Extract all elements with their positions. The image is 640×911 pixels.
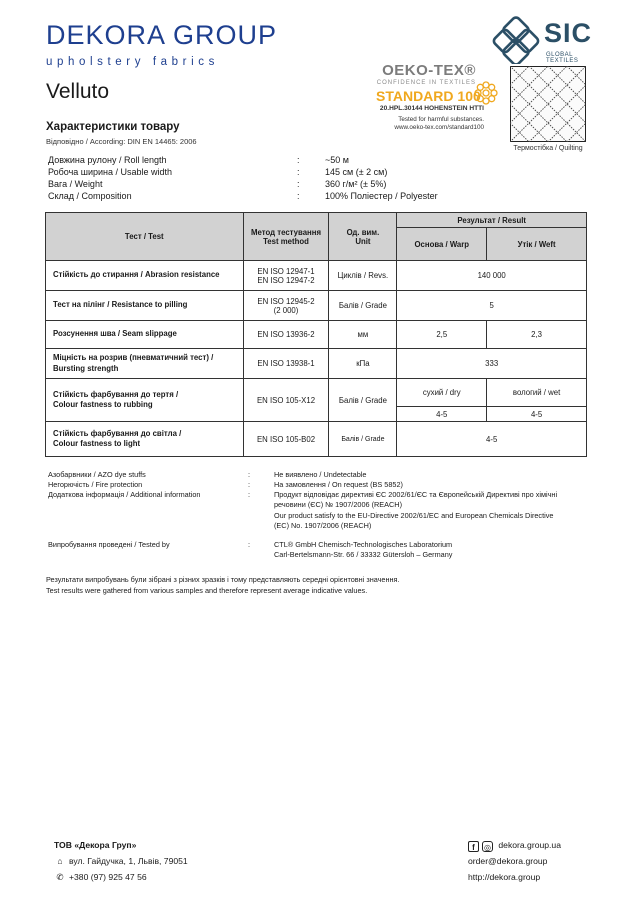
info-value-line: CTL® GmbH Chemisch-Technologisches Laboratorium [274, 540, 453, 549]
info-value-line: Our product satisfy to the EU-Directive 2002/61/EC and European Chemicals Directive [274, 510, 554, 520]
header-unit-ua: Од. вим. [346, 227, 380, 237]
test-result: 140 000 [397, 261, 587, 291]
brand-logo [46, 22, 277, 68]
footer-website[interactable]: http://dekora.group [468, 871, 541, 882]
test-method: EN ISO 13938-1 [243, 349, 329, 379]
test-name: Стійкість до стирання / Abrasion resistance [46, 261, 244, 291]
sic-name: SIC [544, 18, 593, 48]
oekotex-flower-icon [473, 80, 499, 106]
info-label: Негорючість / Fire protection [48, 480, 143, 489]
test-method: EN ISO 105-B02 [243, 422, 329, 457]
test-method-line: EN ISO 12947-1 [257, 266, 315, 276]
info-value [274, 490, 557, 531]
info-colon: : [248, 480, 251, 489]
spec-label: Вага / Weight [48, 179, 103, 189]
info-value-line: На замовлення / On request (BS 5852) [274, 480, 403, 489]
spec-label: Робоча ширина / Usable width [48, 167, 173, 177]
header-result: Результат / Result [397, 213, 587, 228]
oekotex-standard: STANDARD 100 [376, 88, 481, 104]
spec-label: Склад / Composition [48, 191, 132, 201]
results-note-ua: Результати випробувань були зібрані з різних зразків і тому представляють середні орієнтовні значення. [46, 575, 400, 584]
table-row-bursting [46, 349, 587, 379]
test-name-ua: Стійкість фарбування до тертя / [53, 389, 179, 399]
spec-value: 360 г/м² (± 5%) [325, 179, 387, 189]
test-name: Розсунення шва / Seam slippage [46, 321, 244, 349]
spec-colon: : [297, 191, 300, 201]
info-label: Додаткова інформація / Additional information [48, 490, 201, 499]
table-row-seam-slippage [46, 321, 587, 349]
footer-phone: +380 (97) 925 47 56 [69, 871, 147, 882]
table-row-rubbing [46, 379, 587, 407]
header-warp: Основа / Warp [397, 228, 487, 261]
test-name-ua: Стійкість фарбування до світла / [53, 428, 182, 438]
footer-social-row[interactable] [468, 838, 561, 854]
oekotex-note-1: Tested for harmful substances. [398, 116, 484, 123]
oekotex-confidence: CONFIDENCE IN TEXTILES [376, 80, 476, 86]
test-name [46, 379, 244, 422]
sic-emblem-icon [492, 16, 542, 64]
footer-contacts [54, 838, 188, 886]
footer-address-row [54, 854, 188, 870]
info-value [274, 540, 452, 561]
quilting-label: Термостібка / Quilting [513, 145, 583, 152]
test-name-ua: Міцність на розрив (пневматичний тест) / [53, 353, 214, 363]
info-value-line: Carl-Bertelsmann-Str. 66 / 33332 Gütersloh – Germany [274, 550, 453, 560]
test-subheader-dry: сухий / dry [397, 379, 487, 407]
results-note-en: Test results were gathered from various samples and therefore represent average indicative values. [46, 585, 368, 595]
test-method [243, 291, 329, 321]
test-subheader-wet: вологий / wet [487, 379, 587, 407]
test-method-line: EN ISO 12947-2 [257, 275, 315, 285]
info-colon: : [248, 470, 251, 479]
test-unit: Циклів / Revs. [329, 261, 397, 291]
facebook-icon[interactable]: f [468, 841, 479, 852]
test-method: EN ISO 13936-2 [243, 321, 329, 349]
header-weft: Утік / Weft [487, 228, 587, 261]
brand-name: DEKORA GROUP [46, 20, 278, 50]
table-row-light [46, 422, 587, 457]
test-name [46, 422, 244, 457]
oekotex-code: 20.HPL.30144 HOHENSTEIN HTTI [379, 105, 484, 112]
footer-web [468, 838, 561, 886]
test-method [243, 261, 329, 291]
test-method: EN ISO 105-X12 [243, 379, 329, 422]
info-value-line: (EC) No. 1907/2006 (REACH) [274, 521, 372, 531]
table-row-pilling [46, 291, 587, 321]
characteristics-subtitle: Відповідно / According: DIN EN 14465: 2006 [46, 137, 197, 146]
footer-company: ТОВ «Декора Груп» [54, 840, 137, 850]
footer-email[interactable]: order@dekora.group [468, 855, 548, 866]
test-result-dry: 4-5 [397, 407, 487, 422]
spec-colon: : [297, 167, 300, 177]
spec-label: Довжина рулону / Roll length [48, 155, 167, 165]
test-result: 4-5 [397, 422, 587, 457]
info-value-line: речовини (ЄС) № 1907/2006 (REACH) [274, 500, 402, 510]
test-result-warp: 2,5 [397, 321, 487, 349]
test-result: 5 [397, 291, 587, 321]
oekotex-title: OEKO-TEX® [382, 62, 476, 79]
info-label: Випробування проведені / Tested by [48, 540, 170, 549]
brand-tagline: upholstery fabrics [46, 56, 219, 68]
oekotex-badge [348, 62, 498, 132]
test-results-table [45, 212, 587, 457]
test-name: Тест на пілінг / Resistance to pilling [46, 291, 244, 321]
sic-subtitle: GLOBAL TEXTILES [546, 52, 579, 64]
test-name-en: Colour fastness to rubbing [53, 400, 153, 409]
info-value-line: Не виявлено / Undetectable [274, 470, 367, 479]
test-unit: кПа [329, 349, 397, 379]
home-icon: ⌂ [57, 855, 63, 866]
header-test: Тест / Test [46, 213, 244, 261]
info-value [274, 480, 403, 490]
header-method-ua: Метод тестування [251, 227, 321, 237]
info-label: Азобарвники / AZO dye stuffs [48, 470, 146, 479]
product-name: Velluto [46, 80, 110, 103]
info-colon: : [248, 540, 251, 549]
oekotex-note-2: www.oeko-tex.com/standard100 [394, 123, 484, 131]
footer-phone-row [54, 870, 188, 886]
sic-logo [492, 16, 602, 64]
test-name-en: Bursting strength [53, 363, 119, 373]
test-result-weft: 2,3 [487, 321, 587, 349]
test-method-line: EN ISO 12945-2 [257, 296, 315, 306]
characteristics-title: Характеристики товару [46, 121, 180, 133]
test-name [46, 349, 244, 379]
spec-colon: : [297, 179, 300, 189]
instagram-icon[interactable]: ◎ [482, 841, 493, 852]
test-unit: Балів / Grade [329, 379, 397, 422]
header-unit-en: Unit [355, 236, 371, 246]
test-unit: Балів / Grade [329, 291, 397, 321]
test-unit: Балів / Grade [329, 422, 397, 457]
header-unit [329, 213, 397, 261]
spec-value: 145 см (± 2 см) [325, 167, 388, 177]
quilting-pattern-image [510, 66, 586, 142]
info-colon: : [248, 490, 251, 499]
test-unit: мм [329, 321, 397, 349]
info-value [274, 470, 366, 480]
footer-address: вул. Гайдучка, 1, Львів, 79051 [69, 855, 188, 866]
header-method-en: Test method [263, 236, 309, 246]
test-name-en: Colour fastness to light [53, 439, 141, 448]
test-result-wet: 4-5 [487, 407, 587, 422]
footer-website-short[interactable]: dekora.group.ua [498, 840, 561, 850]
results-note [46, 575, 400, 597]
header-method [243, 213, 329, 261]
spec-value: ~50 м [325, 155, 349, 165]
info-value-line: Продукт відповідає директиві ЄС 2002/61/ЄС та Європейській Директиві про хімічні [274, 490, 558, 499]
phone-icon: ✆ [56, 871, 64, 882]
spec-colon: : [297, 155, 300, 165]
spec-value: 100% Поліестер / Polyester [325, 191, 438, 201]
table-row-abrasion [46, 261, 587, 291]
test-method-line: (2 000) [273, 305, 299, 315]
test-result: 333 [397, 349, 587, 379]
